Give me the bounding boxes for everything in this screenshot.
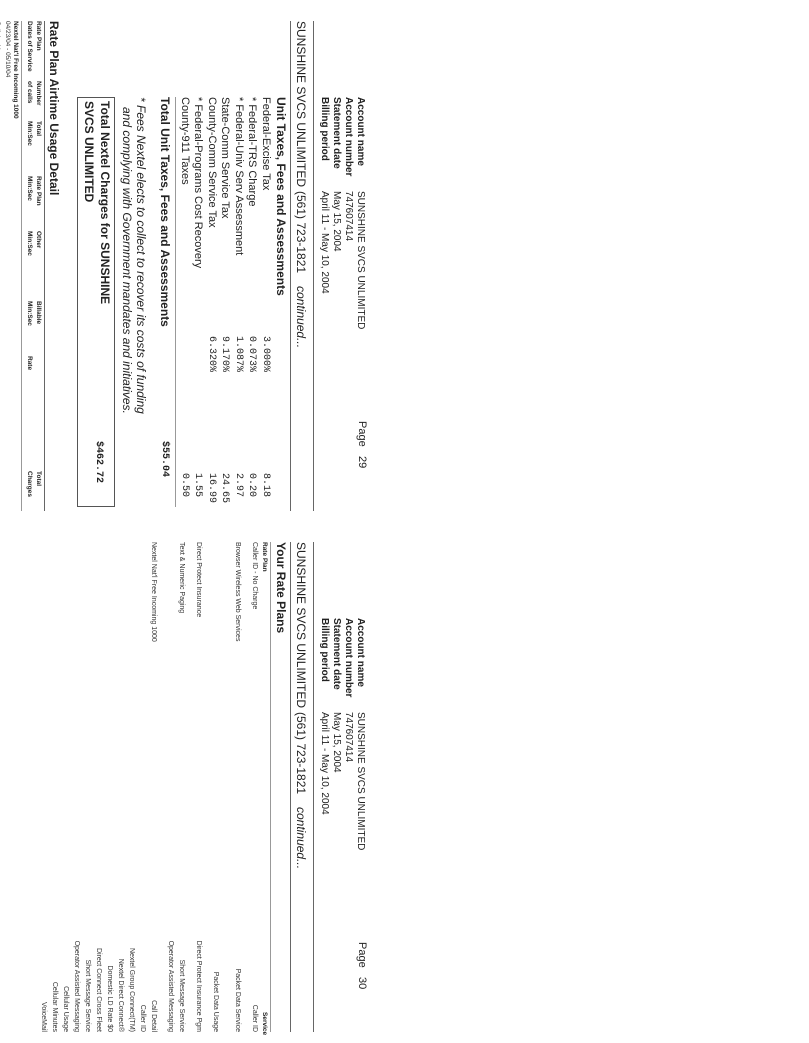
page-label: Page (356, 942, 368, 968)
tax-label: County-911 Taxes (179, 97, 191, 185)
statement-date: May 15, 2004 (331, 712, 342, 773)
tax-amount: 8.18 (260, 473, 271, 498)
airtime-header: Rate (26, 356, 33, 371)
account-name: SUNSHINE SVCS UNLIMITED (355, 191, 366, 330)
tax-amount: 2.97 (233, 473, 244, 498)
tax-label: * Federal-TRS Charge (246, 97, 259, 207)
rate-plan-name: Nextel Nat'l Free Incoming 1000 (150, 542, 157, 642)
airtime-header: Other (35, 231, 42, 249)
rate-plan-service: Operator Assisted Messaging (73, 940, 80, 1032)
airtime-cellular (0, 21, 1, 64)
rate-plan-service: Operator Assisted Messaging (167, 940, 174, 1032)
total-charges-label: Total Nextel Charges for SUNSHINE (98, 101, 112, 305)
tax-rate: 3.000% (260, 336, 271, 373)
airtime-header: Charges (26, 471, 33, 498)
rate-plan-service: Packet Data Service (234, 968, 241, 1032)
page-label: Page (356, 421, 368, 447)
rate-plan-name: Caller ID - No Charge (251, 542, 258, 610)
airtime-title: Rate Plan Airtime Usage Detail (47, 21, 61, 196)
airtime-header: Rate Plan (35, 176, 42, 206)
tax-rate: 1.087% (233, 336, 244, 373)
tax-label: County-Comm Service Tax (206, 97, 218, 228)
billing-period: April 11 - May 10, 2004 (319, 191, 330, 294)
tax-rate: 6.320% (206, 336, 217, 373)
airtime-plan: Nextel Nat'l Free Incoming 1000 (12, 21, 19, 119)
tax-amount: 0.50 (179, 473, 190, 498)
rate-plan-service: Cellular Minutes (51, 981, 58, 1032)
billing-period-label: Billing period (319, 618, 330, 682)
rate-plan-service: Domestic LD Rate $0 (106, 965, 113, 1032)
airtime-header: Rate Plan (35, 21, 42, 51)
rate-plan-name: Browser Wireless Web Services (234, 542, 241, 642)
account-name-label: Account name (355, 97, 366, 166)
statement-page-30 (0, 522, 404, 1042)
rate-plan-service: Short Message Service (84, 959, 91, 1032)
account-line: SUNSHINE SVCS UNLIMITED (294, 21, 308, 188)
statement-date: May 15, 2004 (331, 191, 342, 252)
rate-plans-title: Your Rate Plans (274, 542, 288, 634)
phone-line: (561) 723-1821 (294, 191, 308, 274)
account-number-label: Account number (343, 618, 354, 698)
statement-date-label: Statement date (331, 97, 342, 169)
tax-label: * Federal-Programs Cost Recovery (192, 97, 205, 269)
phone-line: (561) 723-1821 (294, 712, 308, 795)
rate-plan-service: Nextel Direct Connect® (117, 958, 124, 1032)
airtime-header: Number (35, 81, 42, 106)
airtime-header: of calls (26, 81, 33, 104)
rate-plan-service: Caller ID (251, 1004, 258, 1032)
total-charges-label-2: SVCS UNLIMITED (82, 101, 96, 203)
rate-plan-name: Text & Numeric Paging (178, 542, 185, 614)
airtime-header: Total (35, 471, 42, 487)
account-number: 747607414 (343, 712, 354, 763)
rate-plan-service: Packet Data Usage (212, 971, 219, 1032)
continued-label: continued... (294, 807, 308, 870)
tax-rate: 0.073% (246, 336, 258, 373)
rate-plan-service: Short Message Service (178, 959, 185, 1032)
tax-rate: 9.170% (219, 336, 231, 373)
billing-period: April 11 - May 10, 2004 (319, 712, 330, 815)
airtime-dates: 04/23/04 - 05/10/04 (4, 21, 11, 78)
tax-label: State-Comm Service Tax (219, 97, 232, 219)
rate-plan-service: Direct Connect Cross Fleet (95, 947, 102, 1032)
tax-amount: 0.20 (246, 473, 258, 498)
statement-date-label: Statement date (331, 618, 342, 690)
fees-note-1: * Fees Nextel elects to collect to recover its costs of funding (134, 97, 148, 414)
taxes-title: Unit Taxes, Fees and Assessments (274, 97, 288, 296)
total-charges-amount: $462.72 (93, 441, 104, 484)
total-taxes-amount: $55.04 (159, 441, 170, 478)
billing-period-label: Billing period (319, 97, 330, 161)
rate-plan-service: Caller ID (139, 1004, 146, 1032)
service-header: Service (261, 1012, 268, 1036)
tax-label: * Federal-Univ Serv Assessment (233, 97, 245, 256)
rate-plan-header: Rate Plan (261, 542, 268, 572)
continued-label: continued... (294, 286, 308, 349)
airtime-header: Min:Sec (26, 231, 33, 256)
page-number: 29 (356, 456, 368, 469)
rate-plan-service: Nextel Group Connect(TM) (128, 947, 135, 1032)
airtime-header: Min:Sec (26, 121, 33, 146)
rate-plan-service: Call Detail (150, 1000, 157, 1032)
account-name: SUNSHINE SVCS UNLIMITED (355, 712, 366, 851)
airtime-header: Total (35, 121, 42, 137)
account-number-label: Account number (343, 97, 354, 177)
rate-plan-service: Cellular Usage (62, 986, 69, 1032)
tax-amount: 24.65 (219, 473, 231, 504)
rate-plan-service: VoiceMail (40, 1002, 47, 1032)
tax-amount: 1.55 (192, 473, 204, 498)
account-number: 747607414 (343, 191, 354, 242)
rate-plan-name: Direct Protect Insurance (195, 542, 202, 618)
total-taxes-label: Total Unit Taxes, Fees and Assessments (158, 97, 172, 327)
rate-plan-service: Direct Protect Insurance Pgm (195, 940, 202, 1032)
page-number: 30 (356, 977, 368, 990)
account-line: SUNSHINE SVCS UNLIMITED (294, 542, 308, 709)
fees-note-2: and complying with Government mandates and initiatives. (120, 107, 134, 414)
tax-label: Federal-Excise Tax (260, 97, 272, 191)
account-name-label: Account name (355, 618, 366, 687)
airtime-header: Min:Sec (26, 176, 33, 201)
statement-page-29 (0, 1, 404, 521)
airtime-header: Dates of Service (26, 21, 33, 72)
airtime-header: Billable (35, 301, 42, 325)
tax-amount: 16.99 (206, 473, 217, 504)
airtime-header: Min:Sec (26, 301, 33, 326)
